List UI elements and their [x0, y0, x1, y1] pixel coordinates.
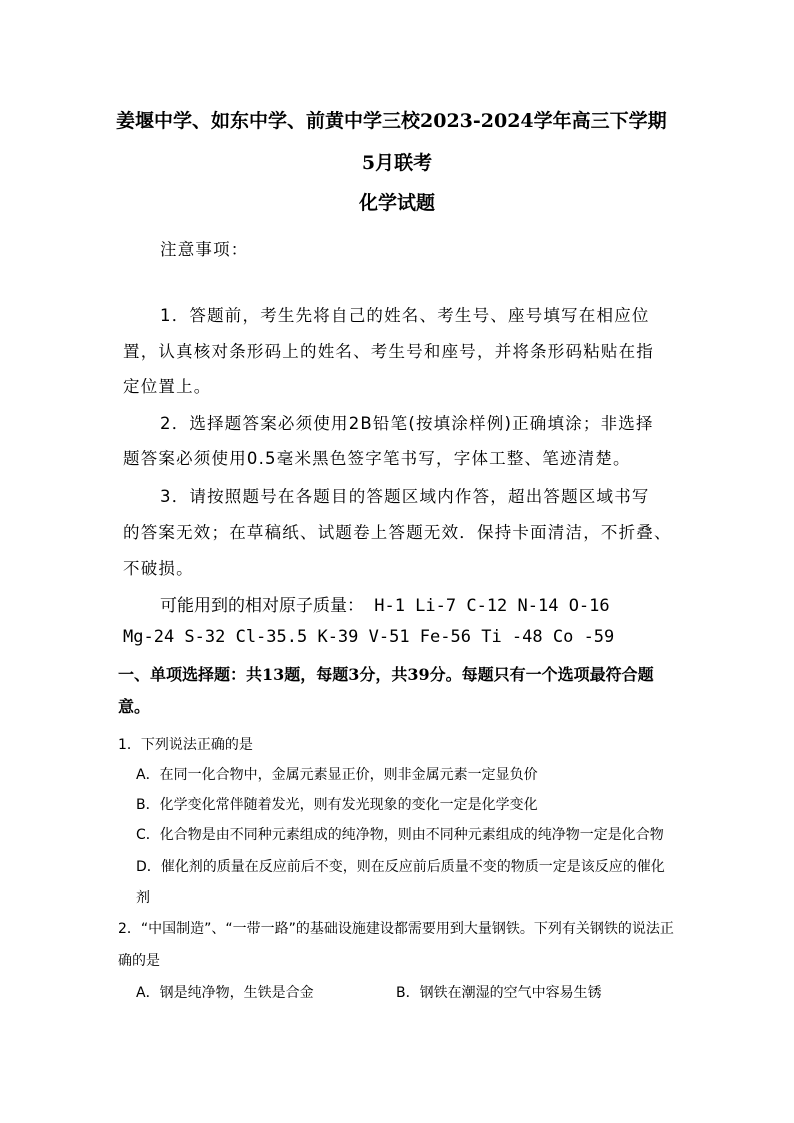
question-2-option-a: A．钢是纯净物，生铁是合金	[136, 985, 314, 1001]
notice-item-1-line-3: 定位置上。	[123, 377, 212, 396]
question-1-option-d-line-2: 剂	[136, 890, 150, 906]
question-1-option-d-line-1: D．催化剂的质量在反应前后不变，则在反应前后质量不变的物质一定是该反应的催化	[136, 859, 665, 875]
notice-item-1-line-2: 置，认真核对条形码上的姓名、考生号和座号，并将条形码粘贴在指	[123, 342, 654, 361]
question-1-option-a: A．在同一化合物中，金属元素显正价，则非金属元素一定显负价	[136, 767, 538, 783]
notice-item-1-line-1: 1．答题前，考生先将自己的姓名、考生号、座号填写在相应位	[160, 306, 650, 325]
notice-item-3-line-2: 的答案无效；在草稿纸、试题卷上答题无效．保持卡面清洁，不折叠、	[123, 523, 672, 542]
notice-item-3-line-3: 不破损。	[123, 559, 194, 578]
notice-item-3-line-1: 3．请按照题号在各题目的答题区域内作答，超出答题区域书写	[160, 487, 650, 506]
question-1-option-c: C．化合物是由不同种元素组成的纯净物，则由不同种元素组成的纯净物一定是化合物	[136, 827, 664, 843]
section-1-heading-line-2: 意。	[118, 697, 151, 716]
title-line-3: 化学试题	[358, 192, 435, 214]
notice-item-2-line-1: 2．选择题答案必须使用2B铅笔(按填涂样例)正确填涂；非选择	[160, 414, 654, 433]
title-line-2: 5月联考	[361, 152, 433, 174]
notice-item-2-line-2: 题答案必须使用0.5毫米黑色签字笔书写，字体工整、笔迹清楚。	[123, 449, 631, 468]
question-2-option-b: B．钢铁在潮湿的空气中容易生锈	[396, 985, 602, 1001]
section-1-heading-line-1: 一、单项选择题：共13题，每题3分，共39分。每题只有一个选项最符合题	[118, 665, 654, 684]
atomic-masses-line-2: Mg-24 S-32 Cl-35.5 K-39 V-51 Fe-56 Ti -48 Co -59	[123, 627, 615, 647]
question-2-stem-line-1: 2．“中国制造”、“一带一路”的基础设施建设都需要用到大量钢铁。下列有关钢铁的说法正	[118, 921, 674, 937]
atomic-masses-line-1: 可能用到的相对原子质量： H-1 Li-7 C-12 N-14 O-16	[160, 596, 610, 616]
title-line-1: 姜堰中学、如东中学、前黄中学三校2023-2024学年高三下学期	[116, 110, 667, 132]
notice-heading: 注意事项：	[160, 240, 249, 259]
question-1-option-b: B．化学变化常伴随着发光，则有发光现象的变化一定是化学变化	[136, 797, 538, 813]
question-1-stem: 1．下列说法正确的是	[118, 737, 253, 753]
question-2-stem-line-2: 确的是	[118, 953, 160, 969]
